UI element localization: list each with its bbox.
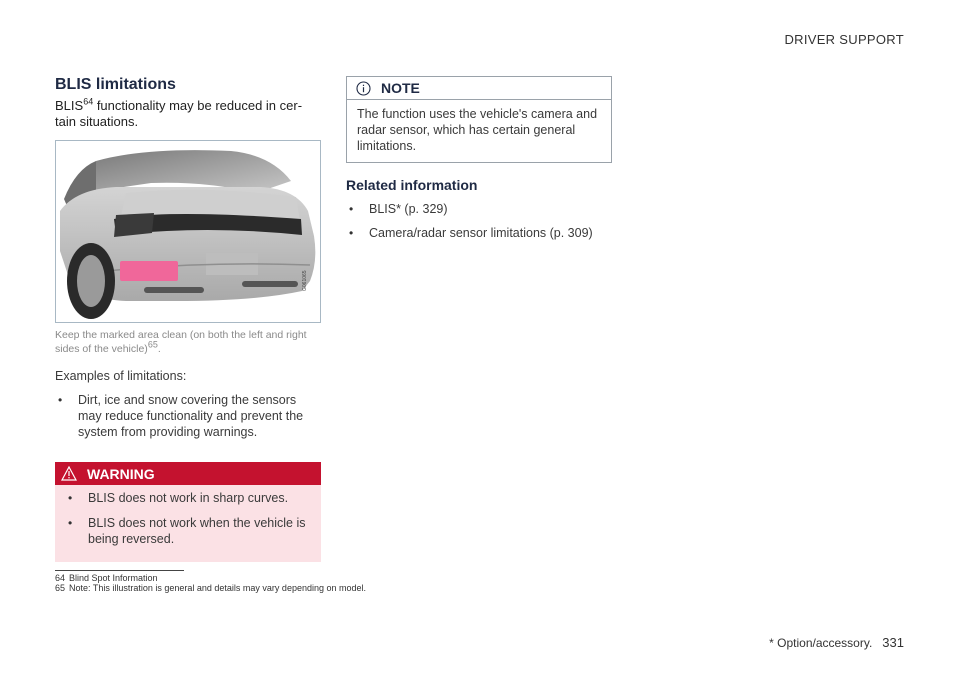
exhaust-left (144, 287, 204, 293)
note-text: The function uses the vehicle's camera and radar sensor, which has certain general limitations. (357, 107, 598, 153)
footnote-number: 64 (55, 573, 66, 583)
right-column (346, 76, 612, 249)
related-information (346, 177, 612, 241)
list-item: • BLIS does not work in sharp curves. (65, 490, 321, 506)
note-header (347, 77, 611, 100)
note-box (346, 76, 612, 163)
option-accessory-note: * Option/accessory. (769, 636, 873, 650)
info-circle-icon (356, 81, 371, 96)
figure-caption (55, 328, 321, 356)
caption-end: . (157, 343, 161, 355)
examples-list (55, 392, 321, 440)
rear-window (96, 150, 291, 193)
footnote-ref-64: 64 (83, 96, 94, 107)
footnotes (55, 570, 655, 593)
warning-box (55, 462, 321, 562)
list-item: • Dirt, ice and snow covering the sensors may reduce functionality and prevent the system from providing warnings. (55, 392, 321, 440)
lead-prefix: BLIS (55, 98, 84, 113)
warning-triangle-icon (61, 466, 77, 481)
lead-paragraph (55, 98, 321, 130)
page-header-section: DRIVER SUPPORT (784, 32, 904, 47)
left-column (55, 76, 321, 562)
car-rear-illustration (55, 140, 321, 323)
footnote-text: Note: This illustration is general and details may vary depending on model. (69, 583, 366, 593)
marked-sensor-area (120, 261, 178, 281)
page-footer (769, 635, 904, 650)
warning-list (55, 485, 321, 562)
footnote-text: Blind Spot Information (69, 573, 158, 583)
footnote-64 (55, 573, 655, 583)
figure-code: G061065 (302, 270, 308, 291)
note-title: NOTE (381, 80, 420, 96)
warning-header (55, 462, 321, 485)
related-list (346, 201, 612, 241)
lead-suffix: functionality may be reduced in cer-tain situations. (55, 98, 303, 129)
list-item: • BLIS does not work when the vehicle is being reversed. (65, 515, 321, 547)
exhaust-right (242, 281, 298, 287)
footnote-divider (55, 570, 184, 571)
page-number: 331 (882, 635, 904, 650)
warning-title: WARNING (87, 465, 155, 482)
footnote-number: 65 (55, 583, 66, 593)
examples-intro: Examples of limitations: (55, 369, 187, 383)
related-link-camera-radar[interactable]: • Camera/radar sensor limitations (p. 309) (346, 225, 612, 241)
related-title: Related information (346, 177, 478, 193)
footnote-65 (55, 583, 655, 593)
left-taillight (114, 213, 154, 237)
section-title: BLIS limitations (55, 76, 176, 93)
car-rear-svg (56, 141, 320, 322)
caption-text: Keep the marked area clean (on both the left and right sides of the vehicle) (55, 329, 307, 355)
wheel-rim (77, 255, 105, 307)
related-link-blis[interactable]: • BLIS* (p. 329) (346, 201, 612, 217)
footnote-ref-65: 65 (147, 339, 158, 350)
